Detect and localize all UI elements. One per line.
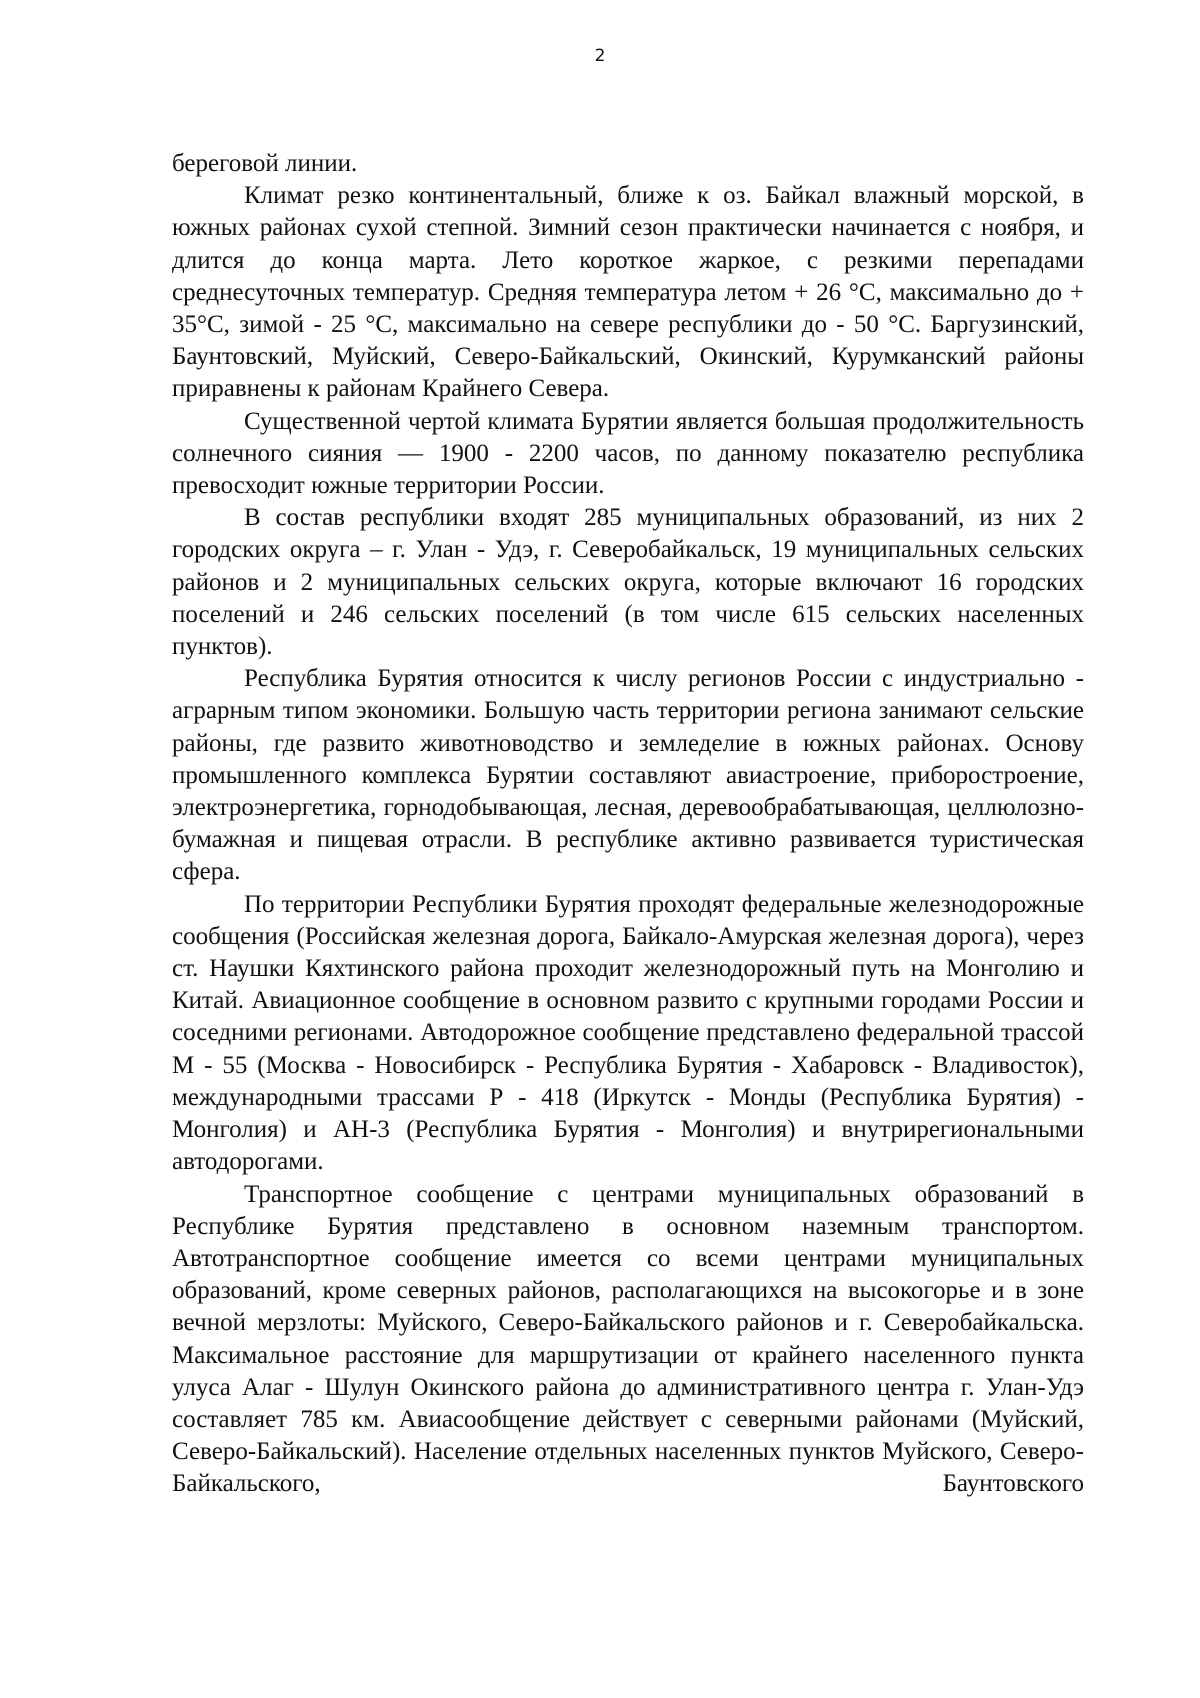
paragraph-transport-municipal: Транспортное сообщение с центрами муниципальных образований в Республике Бурятия представлено в основном наземным транспортом. Автотранспортное сообщение имеется со всеми центрами муниципальных образований, кроме северных районов, располагающихся на высокогорье и в зоне вечной мерзлоты: Муйского, Северо-Байкальского районов и г. Северобайкальска. Максимальное расстояние для маршрутизации от крайнего населенного пункта улуса Алаг - Шулун Окинского района до административного центра г. Улан-Удэ составляет 785 км. Авиасообщение действует с северными районами (Муйский, Северо-Байкальский). Население отдельных населенных пунктов Муйского, Северо-Байкальского, Баунтовского — [172, 1180, 1084, 1498]
paragraph-economy: Республика Бурятия относится к числу регионов России с индустриально - аграрным типом экономики. Большую часть территории региона занимают сельские районы, где развито животноводство и земледелие в южных районах. Основу промышленного комплекса Бурятии составляют авиастроение, приборостроение, электроэнергетика, горнодобывающая, лесная, деревообрабатывающая, целлюлозно-бумажная и пищевая отрасли. В республике активно развивается туристическая сфера. — [172, 665, 1084, 886]
paragraph-sunshine: Существенной чертой климата Бурятии является большая продолжительность солнечного сияния — 1900 - 2200 часов, по данному показателю республика превосходит южные территории России. — [172, 407, 1084, 500]
paragraph-climate: Климат резко континентальный, ближе к оз. Байкал влажный морской, в южных районах сухой степной. Зимний сезон практически начинается с ноября, и длится до конца марта. Лето короткое жаркое, с резкими перепадами среднесуточных температур. Средняя температура летом + 26 °С, максимально до + 35°С, зимой - 25 °С, максимально на севере республики до - 50 °С. Баргузинский, Баунтовский, Муйский, Северо-Байкальский, Окинский, Курумканский районы приравнены к районам Крайнего Севера. — [172, 182, 1084, 403]
document-body — [172, 148, 1084, 1501]
page-number: 2 — [594, 46, 606, 66]
paragraph-transport-routes: По территории Республики Бурятия проходят федеральные железнодорожные сообщения (Российская железная дорога, Байкало-Амурская железная дорога), через ст. Наушки Кяхтинского района проходит железнодорожный путь на Монголию и Китай. Авиационное сообщение в основном развито с крупными городами России и соседними регионами. Автодорожное сообщение представлено федеральной трассой М - 55 (Москва - Новосибирск - Республика Бурятия - Хабаровск - Владивосток), международными трассами Р - 418 (Иркутск - Монды (Республика Бурятия) - Монголия) и АН-3 (Республика Бурятия - Монголия) и внутрирегиональными автодорогами. — [172, 890, 1084, 1176]
paragraph-municipalities: В состав республики входят 285 муниципальных образований, из них 2 городских округа – г. Улан - Удэ, г. Северобайкальск, 19 муниципальных сельских районов и 2 муниципальных сельских округа, которые включают 16 городских поселений и 246 сельских поселений (в том числе 615 сельских населенных пунктов). — [172, 504, 1084, 661]
paragraph-continuation: береговой линии. — [172, 150, 358, 177]
